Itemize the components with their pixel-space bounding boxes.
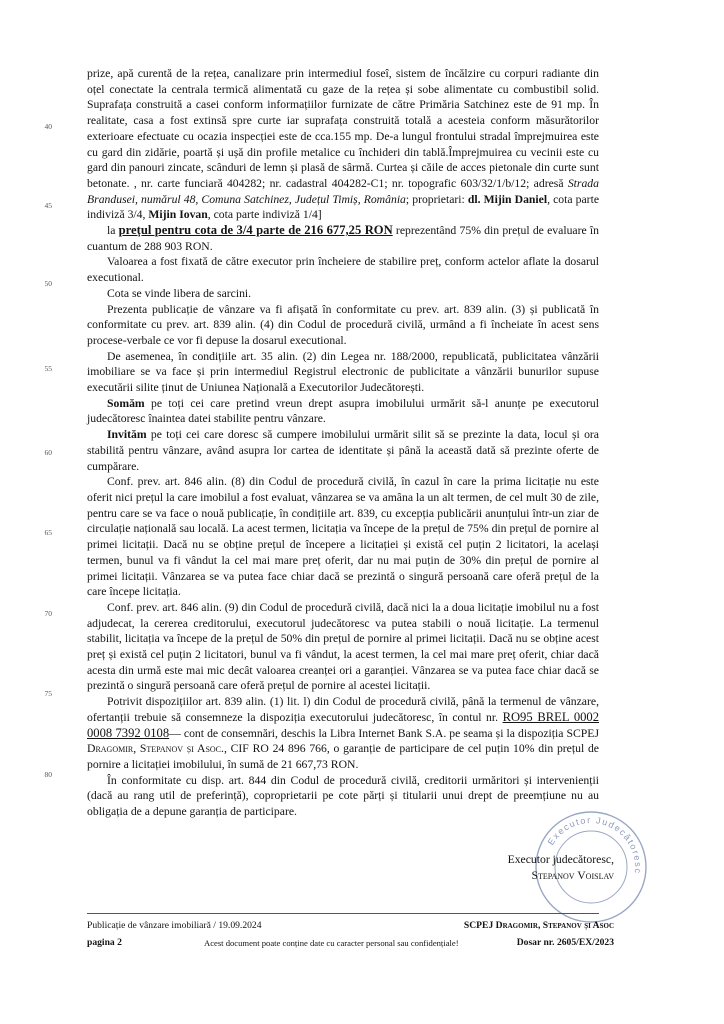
- line-number: 70: [44, 609, 52, 618]
- paragraph-text: , CIF RO 24 896 766, o garanție de participare de cel puțin 10% din prețul de pornire a licitației imobilului, în sumă de 21 667,73 RON.: [87, 742, 599, 771]
- case-number: Dosar nr. 2605/EX/2023: [516, 937, 614, 948]
- paragraph-text: la: [107, 224, 119, 238]
- paragraph-text: , cota parte indiviză 1/4]: [207, 208, 322, 222]
- firm-name: Dragomir, Stepanov și Asoc.: [87, 742, 224, 756]
- owner-name: Mijin Iovan: [148, 208, 208, 222]
- property-description: [87, 66, 599, 223]
- paragraph-text: — cont de consemnări, deschis la Libra Internet Bank S.A. pe seama și la dispoziția SCPEJ: [169, 726, 599, 740]
- paragraph: Cota se vinde libera de sarcini.: [107, 286, 252, 300]
- line-number: 80: [44, 770, 52, 779]
- paragraph-text: reprezentând 75% din prețul de evaluare în cuantum de 288 903 RON.: [87, 224, 599, 253]
- document-body: [87, 66, 599, 820]
- signature-name: Stepanov Voislav: [531, 869, 614, 882]
- paragraph-text: Potrivit dispozițiilor art. 839 alin. (1) lit. l) din Codul de procedură civilă, până la termenul de vânzare, ofertanții trebuie să consemneze la dispoziția executorului judecătoresc, în contul nr.: [87, 695, 599, 724]
- paragraph-text: pe toți cei care pretind vreun drept asupra imobilului urmărit să-l anunțe pe executorul judecătoresc înaintea datei stabilite pentru vânzare.: [87, 396, 599, 426]
- invitation-paragraph: [87, 427, 599, 474]
- bank-account-iban: RO95 BREL 0002 0008 7392 0108: [87, 709, 600, 740]
- summons-paragraph: [87, 396, 599, 427]
- paragraph-text: pe toți cei care doresc să cumpere imobilului urmărit silit să se prezinte la data, locul și ora stabilită pentru vânzare, având asupra lor cartea de identitate și până la această dată să prezinte oferte de cumpărare.: [87, 428, 599, 473]
- line-number: 75: [44, 689, 52, 698]
- guarantee-paragraph: [87, 694, 599, 773]
- price-paragraph: [87, 223, 599, 254]
- line-number: 65: [44, 528, 52, 537]
- paragraph: De asemenea, în condițiile art. 35 alin. (2) din Legea nr. 188/2000, republicată, publicitatea vânzării imobiliare se va face și prin intermediul Registrul electronic de publicitate a vânzării bunurilor supuse executării silite ținut de Uniunea Națională a Executorilor Judecătorești.: [87, 349, 599, 395]
- line-number: 55: [44, 364, 52, 373]
- paragraph: Conf. prev. art. 846 alin. (9) din Codul de procedură civilă, dacă nici la a doua licitație imobilul nu a fost adjudecat, la cererea creditorului, executorul judecătoresc va putea stabili o nouă licitație. La termenul stabilit, licitația va începe de la prețul de 50% din prețul de pornire al primei licitații. Dacă nu se obține acest preț și există cel puțin 2 licitatori, bunul va fi vândut, la acest termen, la cel mai mare preț oferit, chiar dacă acesta din urmă este mai mic decât valoarea creanței ori a garanției. Vânzarea se va putea face chiar dacă se prezintă o singură persoană care oferă prețul de pornire al acestei licitații.: [87, 600, 599, 693]
- stamp-text: Executor Judecătoresc: [545, 814, 644, 875]
- owner-name: dl. Mijin Daniel: [467, 192, 548, 206]
- line-number: 60: [44, 448, 52, 457]
- footer-title: Publicație de vânzare imobiliară / 19.09.2024: [87, 920, 262, 931]
- footer-divider: [87, 913, 599, 914]
- page-number: pagina 2: [87, 937, 122, 948]
- summons-lead: Somăm: [107, 396, 145, 410]
- paragraph-text: ; proprietari:: [405, 192, 468, 206]
- property-address: Strada Brandusei, numărul 48, Comuna Satchinez, Județul Timiș, România: [87, 176, 599, 206]
- paragraph-text: prize, apă curentă de la rețea, canalizare prin intermediul foseî, sistem de încălzire cu corpuri radiante din oțel conectate la centrala termică alimentată cu gaze de la rețea și sobe alimentate cu combustibil solid. Suprafața construită a casei conform informațiilor furnizate de către Primăria Satchinez este de 91 mp. În realitate, casa a fost extinsă spre curte iar suprafața construită totală a acesteia conform măsurătorilor exterioare efectuate cu ocazia inspecției este de cca.155 mp. De-a lungul frontului stradal împrejmuirea este cu gard din zidărie, poartă și ușă din profile metalice cu închideri din tablă.Împrejmuirea cu vecinii este cu gard din panouri zincate, scânduri de lemn și plasă de sârmă. Curtea și căile de acces pietonale din curte sunt betonate. , nr. carte funciară 404282; nr. cadastral 404282-C1; nr. topografic 603/32/1/b/12; adresă: [87, 67, 599, 190]
- footer-firm: SCPEJ Dragomir, Stepanov și Asoc: [463, 920, 614, 931]
- confidentiality-notice: Acest document poate conține date cu caracter personal sau confidențiale!: [204, 938, 459, 948]
- invitation-lead: Invităm: [107, 428, 147, 442]
- paragraph: Valoarea a fost fixată de către executor prin încheiere de stabilire preț, conform actelor aflate la dosarul executional.: [87, 255, 599, 285]
- signature-role: Executor judecătoresc,: [507, 853, 614, 866]
- sale-price: prețul pentru cota de 3/4 parte de 216 677,25 RON: [118, 223, 393, 238]
- paragraph: În conformitate cu disp. art. 844 din Codul de procedură civilă, creditorii urmăritori și intervenienții (dacă au rang util de preferință), coproprietarii pe cote părți și titularii unui drept de preemțiune nu au obligația de a depune garanția de participare.: [87, 773, 599, 819]
- paragraph-text: , cota parte indiviză 3/4,: [87, 192, 600, 222]
- paragraph: Prezenta publicație de vânzare va fi afișată în conformitate cu prev. art. 839 alin. (3) și publicată în conformitate cu prev. art. 839 alin. (4) din Codul de procedură civilă, urmând a fi încheiate în acest sens procese-verbale ce vor fi depuse la dosarul executional.: [87, 302, 599, 347]
- line-number: 50: [44, 279, 52, 288]
- paragraph: Conf. prev. art. 846 alin. (8) din Codul de procedură civilă, în cazul în care la prima licitație nu este oferit nici prețul la care imobilul a fost evaluat, vânzarea se va amâna la un alt termen, de cel mult 30 de zile, pentru care se va face o nouă publicație, în condițiile art. 839, cu excepția publicării anunțului într-un ziar de circulație națională sau locală. La acest termen, licitația va începe de la prețul de 75% din prețul de pornire al primei licitații. Dacă nu se obține prețul de începere a licitației și există cel puțin 2 licitatori, la același termen, bunul va fi vândut la cel mai mare preț oferit, dar nu mai puțin de 30% din prețul de pornire al primei licitații. Vânzarea se va putea face chiar dacă se prezintă o singură persoană care oferă prețul de la care începe licitația.: [87, 475, 599, 599]
- line-number: 40: [44, 122, 52, 131]
- line-number: 45: [44, 201, 52, 210]
- signature-block: [508, 852, 614, 884]
